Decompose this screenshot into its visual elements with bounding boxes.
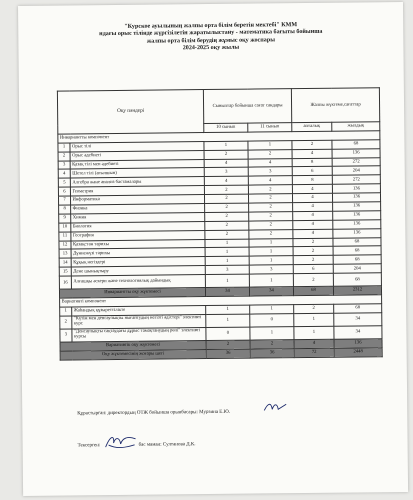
hours-weekly: 4 — [293, 211, 333, 220]
subject-name: Қазақ тілі мен әдебиеті — [70, 159, 204, 169]
subject-name: Информатика — [70, 195, 204, 205]
hours-grade-11: 1 — [249, 238, 293, 247]
row-number: 7 — [58, 196, 70, 205]
hours-yearly: 136 — [332, 148, 380, 157]
hours-yearly: 68 — [333, 273, 381, 287]
hours-yearly: 136 — [332, 193, 380, 202]
row-number: 9 — [59, 214, 71, 223]
hours-weekly: 4 — [293, 202, 333, 211]
subject-name: Орыс тілі — [70, 141, 204, 151]
hours-grade-11: 2 — [249, 212, 293, 221]
subject-name: Алғашқы әскери және технологиялық дайындық — [71, 275, 205, 289]
hours-weekly: 8 — [292, 158, 332, 167]
subject-name: Құқық негіздері — [71, 257, 205, 267]
hours-grade-10: 1 — [206, 305, 250, 314]
row-number: 2 — [58, 152, 70, 161]
curriculum-table — [57, 87, 383, 360]
subject-name: Қазақстан тарихы — [71, 239, 205, 249]
total-grade-10: 2 — [206, 340, 250, 349]
total-grade-10: 34 — [205, 287, 249, 296]
subject-name: Орыс әдебиеті — [70, 150, 204, 160]
subject-name: Жаһандық құзыреттілікте — [72, 305, 206, 315]
header-grade-11: 11 сынып — [248, 123, 292, 132]
header-hours-per-class: Сыныптар бойынша сағат сандары — [203, 89, 291, 124]
hours-yearly: 204 — [332, 166, 380, 175]
total-yearly: 136 — [334, 339, 382, 348]
hours-grade-11: 3 — [249, 265, 293, 274]
row-number: 6 — [58, 187, 70, 196]
total-weekly: 68 — [293, 286, 333, 295]
total-label: Вариативтік оқу жүктемесі — [60, 340, 206, 350]
hours-grade-11: 1 — [250, 305, 294, 314]
hours-grade-10: 1 — [205, 248, 249, 257]
hours-grade-11: 2 — [249, 220, 293, 229]
header-subjects: Оқу пәндері — [57, 90, 203, 134]
hours-weekly: 1 — [294, 326, 334, 339]
hours-weekly: 4 — [292, 193, 332, 202]
hours-grade-11: 1 — [248, 140, 292, 149]
row-number: 3 — [60, 329, 72, 342]
header-weekly: апталық — [292, 122, 332, 131]
total-weekly: 4 — [294, 339, 334, 348]
row-number: 1 — [60, 307, 72, 316]
header-total-load: Жалпы жүктеме,сағаттар — [291, 88, 379, 123]
hours-weekly: 4 — [293, 220, 333, 229]
document-header — [18, 21, 403, 55]
hours-weekly: 4 — [293, 229, 333, 238]
hours-grade-10: 2 — [205, 230, 249, 239]
hours-grade-11: 0 — [250, 313, 294, 326]
hours-grade-10: 3 — [204, 168, 248, 177]
hours-grade-10: 2 — [204, 185, 248, 194]
row-number: 5 — [58, 178, 70, 187]
hours-weekly: 2 — [293, 273, 333, 286]
header-grade-10: 10 сынып — [204, 123, 248, 132]
row-number: 13 — [59, 249, 71, 258]
hours-weekly: 2 — [294, 304, 334, 313]
header-line-1: "Курское ауылының жалпы орта білім беретін мектебі" КММ — [124, 22, 298, 30]
hours-weekly: 1 — [294, 313, 334, 326]
hours-grade-10: 0 — [206, 327, 250, 340]
hours-yearly: 68 — [333, 246, 381, 255]
hours-weekly: 2 — [293, 247, 333, 256]
hours-grade-10: 1 — [205, 274, 249, 287]
row-number: 14 — [59, 258, 71, 267]
hours-grade-11: 1 — [249, 247, 293, 256]
row-number: 16 — [59, 276, 71, 289]
hours-yearly: 68 — [333, 255, 381, 264]
total-yearly: 2312 — [333, 286, 381, 295]
hours-grade-11: 1 — [249, 274, 293, 287]
hours-grade-11: 2 — [249, 203, 293, 212]
header-line-4: 2024-2025 оқу жылы — [182, 44, 240, 52]
subject-name: Геометрия — [70, 186, 204, 196]
total-label: Инвариантты оқу жүктемесі — [59, 288, 205, 298]
row-number: 11 — [59, 232, 71, 241]
hours-grade-11: 3 — [248, 167, 292, 176]
checker-name: бас маман: Султанова Д.К. — [138, 442, 196, 448]
subject-name: Химия — [71, 212, 205, 222]
hours-weekly: 2 — [293, 238, 333, 247]
compiled-by: Құрастырған: директордың ОТЖ бойынша орынбасары: Мурзина Е.Ю. — [77, 409, 231, 417]
subject-name: "Денсаулықты сақтаудағы дұрыс тамақтанудың рөлі" элективті курсы — [72, 327, 206, 341]
hours-grade-10: 4 — [204, 159, 248, 168]
section-label: Инвариантты компонент — [58, 131, 380, 143]
hours-grade-11: 1 — [250, 326, 294, 339]
hours-yearly: 34 — [334, 326, 382, 340]
signature-mark — [262, 401, 288, 413]
hours-yearly: 272 — [332, 157, 380, 166]
signature-checker — [102, 433, 138, 451]
subject-name: Дене шынықтыру — [71, 266, 205, 276]
hours-weekly: 2 — [293, 256, 333, 265]
hours-grade-10: 3 — [205, 265, 249, 274]
hours-grade-10: 2 — [205, 221, 249, 230]
hours-yearly: 68 — [332, 139, 380, 148]
hours-grade-10: 2 — [204, 194, 248, 203]
hours-yearly: 34 — [334, 313, 382, 327]
hours-grade-11: 1 — [249, 256, 293, 265]
hours-grade-11: 2 — [248, 185, 292, 194]
hours-weekly: 2 — [292, 140, 332, 149]
subject-name: Биология — [71, 221, 205, 231]
hours-grade-10: 1 — [205, 256, 249, 265]
hours-weekly: 4 — [292, 184, 332, 193]
hours-yearly: 136 — [333, 211, 381, 220]
subject-name: Алгебра және анализ бастамалары — [70, 177, 204, 187]
hours-yearly: 136 — [333, 228, 381, 237]
hours-grade-10: 1 — [206, 314, 250, 327]
hours-yearly: 68 — [334, 304, 382, 313]
subject-name: "Күтім мен денсаулықты нығайтудың негізгі әдістері" элективті курс — [72, 314, 206, 328]
header-yearly: жылдық — [332, 122, 380, 131]
document-sheet — [18, 2, 408, 496]
total-yearly: 2448 — [334, 347, 382, 356]
hours-yearly: 136 — [332, 184, 380, 193]
hours-grade-11: 4 — [248, 176, 292, 185]
section-label: Вариативті компонент — [60, 295, 382, 307]
total-grade-11: 36 — [250, 348, 294, 357]
subject-name: Шетел тілі (ағылшын) — [70, 168, 204, 178]
hours-grade-10: 1 — [205, 239, 249, 248]
row-number: 10 — [59, 223, 71, 232]
row-number: 4 — [58, 169, 70, 178]
hours-yearly: 272 — [332, 175, 380, 184]
total-grade-10: 36 — [206, 349, 250, 358]
hours-grade-10: 2 — [205, 203, 249, 212]
hours-grade-10: 1 — [204, 141, 248, 150]
row-number: 15 — [59, 267, 71, 276]
hours-weekly: 8 — [292, 176, 332, 185]
header-line-2: ндағы орыс тілінде жүргізілетін жаратылыстану - математика бағыты бойынша — [99, 29, 323, 38]
checked-by-label: Тексерген: — [77, 443, 101, 449]
row-number: 3 — [58, 161, 70, 170]
hours-weekly: 4 — [292, 149, 332, 158]
hours-yearly: 136 — [333, 220, 381, 229]
header-line-3: жалпы орта білім берудің жұмыс оқу жоспары — [146, 37, 275, 45]
hours-grade-11: 2 — [248, 149, 292, 158]
hours-grade-10: 4 — [204, 176, 248, 185]
hours-yearly: 68 — [333, 237, 381, 246]
row-number: 8 — [59, 205, 71, 214]
row-number: 12 — [59, 241, 71, 250]
subject-name: География — [71, 230, 205, 240]
row-number: 2 — [60, 316, 72, 329]
hours-grade-11: 2 — [249, 229, 293, 238]
subject-name: Дүниежүзі тарихы — [71, 248, 205, 258]
total-weekly: 72 — [294, 348, 334, 357]
hours-grade-11: 4 — [248, 158, 292, 167]
hours-grade-10: 2 — [204, 150, 248, 159]
subject-name: Физика — [71, 204, 205, 214]
hours-grade-11: 2 — [248, 194, 292, 203]
hours-yearly: 204 — [333, 264, 381, 273]
hours-weekly: 6 — [292, 167, 332, 176]
total-grade-11: 34 — [249, 287, 293, 296]
row-number: 1 — [58, 143, 70, 152]
hours-yearly: 136 — [333, 202, 381, 211]
hours-grade-10: 2 — [205, 212, 249, 221]
hours-weekly: 6 — [293, 264, 333, 273]
total-grade-11: 2 — [250, 339, 294, 348]
total-label: Оқу жүктемесінің жоғары шегі — [60, 349, 206, 359]
